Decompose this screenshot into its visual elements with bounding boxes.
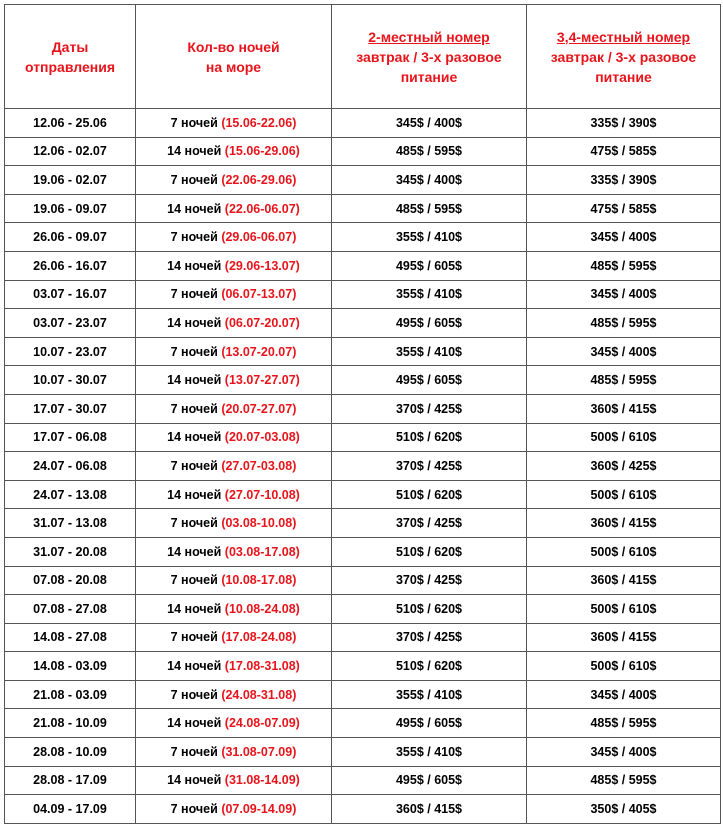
double-room-price-cell: 510$ / 620$	[332, 595, 527, 624]
double-room-price-cell: 370$ / 425$	[332, 509, 527, 538]
triple-room-price-cell: 335$ / 390$	[527, 166, 721, 195]
nights-cell	[136, 109, 332, 138]
double-room-price-cell: 345$ / 400$	[332, 109, 527, 138]
nights-count: 14 ночей	[167, 373, 222, 388]
departure-dates-cell: 24.07 - 06.08	[5, 452, 136, 481]
table-row	[5, 480, 721, 509]
nights-cell	[136, 652, 332, 681]
table-row	[5, 166, 721, 195]
nights-count: 14 ночей	[167, 659, 222, 674]
header-triple-room	[527, 5, 721, 109]
triple-room-price-cell: 360$ / 415$	[527, 394, 721, 423]
nights-count: 7 ночей	[170, 802, 218, 817]
double-room-price-cell: 355$ / 410$	[332, 738, 527, 767]
double-room-price-cell: 355$ / 410$	[332, 280, 527, 309]
sea-dates: (20.07-27.07)	[221, 401, 297, 416]
nights-count: 14 ночей	[167, 430, 222, 445]
double-room-price-cell: 510$ / 620$	[332, 423, 527, 452]
nights-cell	[136, 537, 332, 566]
double-room-price-cell: 370$ / 425$	[332, 394, 527, 423]
triple-room-price-cell: 335$ / 390$	[527, 109, 721, 138]
sea-dates: (29.06-06.07)	[221, 230, 297, 245]
nights-count: 14 ночей	[167, 144, 222, 159]
sea-dates: (24.08-31.08)	[221, 687, 297, 702]
nights-cell	[136, 280, 332, 309]
triple-room-price-cell: 485$ / 595$	[527, 251, 721, 280]
departure-dates-cell: 03.07 - 23.07	[5, 309, 136, 338]
nights-count: 7 ночей	[170, 401, 218, 416]
table-row	[5, 109, 721, 138]
nights-cell	[136, 795, 332, 824]
departure-dates-cell: 04.09 - 17.09	[5, 795, 136, 824]
triple-room-price-cell: 360$ / 425$	[527, 452, 721, 481]
nights-count: 7 ночей	[170, 287, 218, 302]
header-row	[5, 5, 721, 109]
nights-cell	[136, 738, 332, 767]
departure-dates-cell: 14.08 - 27.08	[5, 623, 136, 652]
sea-dates: (27.07-10.08)	[224, 487, 300, 502]
header-triple-line-3: питание	[595, 68, 652, 85]
nights-count: 7 ночей	[170, 630, 218, 645]
departure-dates-cell: 17.07 - 06.08	[5, 423, 136, 452]
table-row	[5, 652, 721, 681]
departure-dates-cell: 10.07 - 30.07	[5, 366, 136, 395]
departure-dates-cell: 24.07 - 13.08	[5, 480, 136, 509]
table-row	[5, 452, 721, 481]
table-row	[5, 738, 721, 767]
departure-dates-cell: 19.06 - 02.07	[5, 166, 136, 195]
table-row	[5, 766, 721, 795]
sea-dates: (22.06-06.07)	[224, 201, 300, 216]
double-room-price-cell: 495$ / 605$	[332, 766, 527, 795]
nights-count: 14 ночей	[167, 201, 222, 216]
departure-dates-cell: 21.08 - 03.09	[5, 680, 136, 709]
sea-dates: (17.08-24.08)	[221, 630, 297, 645]
sea-dates: (10.08-24.08)	[224, 601, 300, 616]
triple-room-price-cell: 500$ / 610$	[527, 423, 721, 452]
nights-cell	[136, 509, 332, 538]
departure-dates-cell: 21.08 - 10.09	[5, 709, 136, 738]
sea-dates: (07.09-14.09)	[221, 802, 297, 817]
double-room-price-cell: 355$ / 410$	[332, 223, 527, 252]
table-row	[5, 251, 721, 280]
nights-cell	[136, 766, 332, 795]
table-row	[5, 509, 721, 538]
triple-room-price-cell: 500$ / 610$	[527, 652, 721, 681]
departure-dates-cell: 26.06 - 09.07	[5, 223, 136, 252]
nights-cell	[136, 566, 332, 595]
departure-dates-cell: 03.07 - 16.07	[5, 280, 136, 309]
triple-room-price-cell: 345$ / 400$	[527, 738, 721, 767]
nights-count: 14 ночей	[167, 773, 222, 788]
table-row	[5, 566, 721, 595]
sea-dates: (27.07-03.08)	[221, 458, 297, 473]
double-room-price-cell: 485$ / 595$	[332, 194, 527, 223]
nights-cell	[136, 166, 332, 195]
nights-cell	[136, 452, 332, 481]
triple-room-price-cell: 360$ / 415$	[527, 509, 721, 538]
table-body	[5, 109, 721, 824]
nights-count: 14 ночей	[167, 258, 222, 273]
nights-cell	[136, 137, 332, 166]
triple-room-price-cell: 345$ / 400$	[527, 337, 721, 366]
double-room-price-cell: 345$ / 400$	[332, 166, 527, 195]
header-nights-line-2: на море	[205, 58, 262, 75]
departure-dates-cell: 07.08 - 20.08	[5, 566, 136, 595]
nights-count: 14 ночей	[167, 716, 222, 731]
nights-cell	[136, 394, 332, 423]
table-row	[5, 680, 721, 709]
nights-cell	[136, 251, 332, 280]
table-row	[5, 394, 721, 423]
departure-dates-cell: 14.08 - 03.09	[5, 652, 136, 681]
sea-dates: (03.08-10.08)	[221, 516, 297, 531]
header-double-line-3: питание	[400, 68, 458, 85]
nights-cell	[136, 709, 332, 738]
departure-dates-cell: 17.07 - 30.07	[5, 394, 136, 423]
header-departure-line-2: отправления	[24, 58, 115, 75]
sea-dates: (13.07-20.07)	[221, 344, 297, 359]
sea-dates: (20.07-03.08)	[224, 430, 300, 445]
table-row	[5, 366, 721, 395]
nights-cell	[136, 623, 332, 652]
double-room-price-cell: 495$ / 605$	[332, 251, 527, 280]
triple-room-price-cell: 485$ / 595$	[527, 709, 721, 738]
nights-cell	[136, 309, 332, 338]
table-row	[5, 795, 721, 824]
table-row	[5, 194, 721, 223]
triple-room-price-cell: 345$ / 400$	[527, 223, 721, 252]
triple-room-price-cell: 350$ / 405$	[527, 795, 721, 824]
sea-dates: (13.07-27.07)	[224, 373, 300, 388]
table-row	[5, 309, 721, 338]
table-header	[5, 5, 721, 109]
departure-dates-cell: 07.08 - 27.08	[5, 595, 136, 624]
triple-room-price-cell: 360$ / 415$	[527, 566, 721, 595]
departure-dates-cell: 31.07 - 13.08	[5, 509, 136, 538]
nights-count: 14 ночей	[167, 601, 222, 616]
table-row	[5, 709, 721, 738]
nights-cell	[136, 337, 332, 366]
triple-room-price-cell: 500$ / 610$	[527, 537, 721, 566]
nights-count: 7 ночей	[170, 573, 218, 588]
header-triple-line-1: 3,4-местный номер	[556, 28, 691, 45]
sea-dates: (17.08-31.08)	[224, 659, 300, 674]
double-room-price-cell: 370$ / 425$	[332, 566, 527, 595]
double-room-price-cell: 510$ / 620$	[332, 652, 527, 681]
double-room-price-cell: 510$ / 620$	[332, 537, 527, 566]
header-double-line-1: 2-местный номер	[368, 28, 490, 45]
departure-dates-cell: 12.06 - 25.06	[5, 109, 136, 138]
triple-room-price-cell: 345$ / 400$	[527, 680, 721, 709]
nights-cell	[136, 423, 332, 452]
nights-count: 14 ночей	[167, 315, 222, 330]
nights-count: 14 ночей	[167, 487, 222, 502]
table-row	[5, 595, 721, 624]
nights-cell	[136, 194, 332, 223]
table-row	[5, 537, 721, 566]
table-row	[5, 280, 721, 309]
double-room-price-cell: 485$ / 595$	[332, 137, 527, 166]
nights-count: 7 ночей	[170, 744, 218, 759]
sea-dates: (03.08-17.08)	[224, 544, 300, 559]
nights-count: 7 ночей	[170, 230, 218, 245]
double-room-price-cell: 495$ / 605$	[332, 366, 527, 395]
header-nights-line-1: Кол-во ночей	[187, 38, 280, 55]
departure-dates-cell: 12.06 - 02.07	[5, 137, 136, 166]
table-row	[5, 223, 721, 252]
triple-room-price-cell: 500$ / 610$	[527, 480, 721, 509]
triple-room-price-cell: 485$ / 595$	[527, 309, 721, 338]
nights-cell	[136, 223, 332, 252]
table-row	[5, 337, 721, 366]
triple-room-price-cell: 360$ / 415$	[527, 623, 721, 652]
nights-count: 7 ночей	[170, 344, 218, 359]
sea-dates: (22.06-29.06)	[221, 172, 297, 187]
triple-room-price-cell: 475$ / 585$	[527, 194, 721, 223]
double-room-price-cell: 360$ / 415$	[332, 795, 527, 824]
header-departure-line-1: Даты	[51, 38, 89, 55]
triple-room-price-cell: 500$ / 610$	[527, 595, 721, 624]
nights-cell	[136, 680, 332, 709]
price-table	[4, 4, 721, 824]
sea-dates: (06.07-13.07)	[221, 287, 297, 302]
departure-dates-cell: 19.06 - 09.07	[5, 194, 136, 223]
departure-dates-cell: 28.08 - 10.09	[5, 738, 136, 767]
double-room-price-cell: 370$ / 425$	[332, 452, 527, 481]
header-triple-line-2: завтрак / 3-х разовое	[550, 48, 697, 65]
double-room-price-cell: 370$ / 425$	[332, 623, 527, 652]
nights-count: 7 ночей	[170, 115, 218, 130]
sea-dates: (06.07-20.07)	[224, 315, 300, 330]
header-departure-dates	[5, 5, 136, 109]
nights-cell	[136, 480, 332, 509]
nights-count: 7 ночей	[170, 458, 218, 473]
departure-dates-cell: 10.07 - 23.07	[5, 337, 136, 366]
sea-dates: (24.08-07.09)	[224, 716, 300, 731]
table-row	[5, 623, 721, 652]
sea-dates: (10.08-17.08)	[221, 573, 297, 588]
sea-dates: (31.08-14.09)	[224, 773, 300, 788]
sea-dates: (31.08-07.09)	[221, 744, 297, 759]
sea-dates: (29.06-13.07)	[224, 258, 300, 273]
double-room-price-cell: 510$ / 620$	[332, 480, 527, 509]
triple-room-price-cell: 485$ / 595$	[527, 766, 721, 795]
triple-room-price-cell: 345$ / 400$	[527, 280, 721, 309]
nights-count: 14 ночей	[167, 544, 222, 559]
header-double-room	[332, 5, 527, 109]
header-double-line-2: завтрак / 3-х разовое	[356, 48, 502, 65]
table-row	[5, 137, 721, 166]
sea-dates: (15.06-22.06)	[221, 115, 297, 130]
nights-cell	[136, 595, 332, 624]
nights-cell	[136, 366, 332, 395]
table-row	[5, 423, 721, 452]
double-room-price-cell: 495$ / 605$	[332, 309, 527, 338]
nights-count: 7 ночей	[170, 516, 218, 531]
sea-dates: (15.06-29.06)	[224, 144, 300, 159]
triple-room-price-cell: 475$ / 585$	[527, 137, 721, 166]
triple-room-price-cell: 485$ / 595$	[527, 366, 721, 395]
nights-count: 7 ночей	[170, 172, 218, 187]
departure-dates-cell: 26.06 - 16.07	[5, 251, 136, 280]
nights-count: 7 ночей	[170, 687, 218, 702]
double-room-price-cell: 355$ / 410$	[332, 680, 527, 709]
double-room-price-cell: 355$ / 410$	[332, 337, 527, 366]
header-nights-at-sea	[136, 5, 332, 109]
departure-dates-cell: 31.07 - 20.08	[5, 537, 136, 566]
double-room-price-cell: 495$ / 605$	[332, 709, 527, 738]
departure-dates-cell: 28.08 - 17.09	[5, 766, 136, 795]
